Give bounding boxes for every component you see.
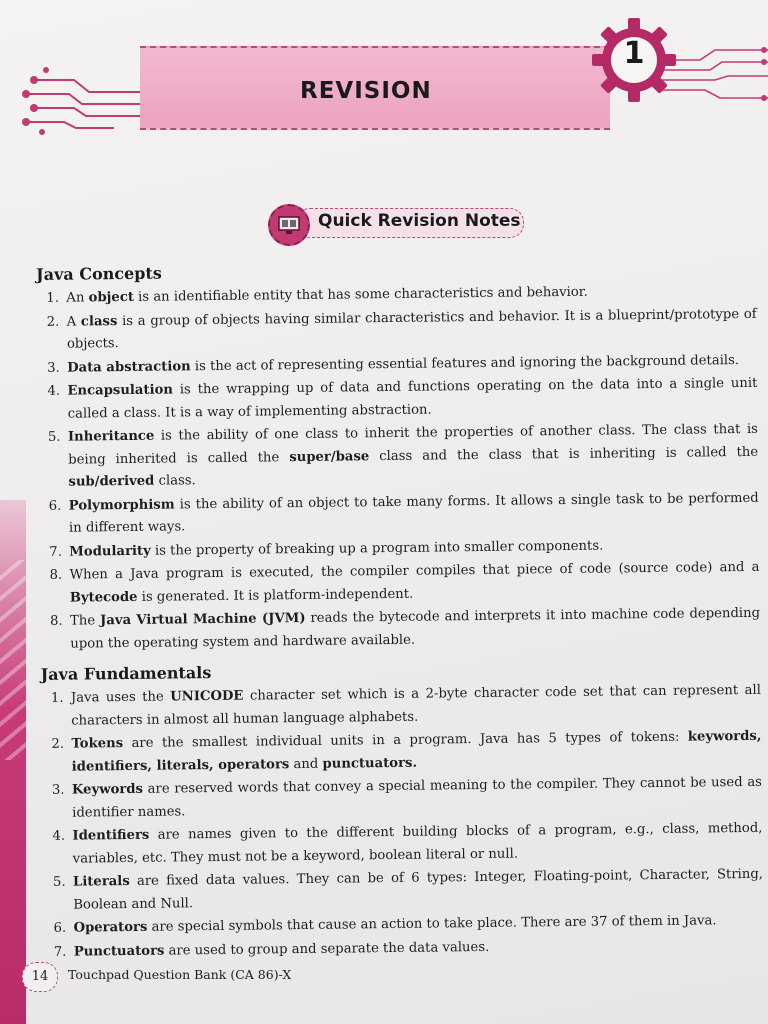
notes-list [41, 680, 764, 964]
bold-term: object [88, 289, 135, 306]
chapter-number: 1 [623, 36, 645, 71]
item-text: A [66, 313, 81, 330]
list-item [42, 772, 762, 825]
item-number: 8. [49, 613, 63, 629]
item-number: 4. [47, 383, 61, 399]
item-number: 2. [51, 736, 65, 752]
bold-term: Literals [72, 873, 130, 890]
item-text: When a Java program is executed, the compiler compiles that piece of code (source code) and a [69, 559, 760, 583]
bold-term: Punctuators [73, 943, 165, 960]
list-item [37, 373, 757, 426]
list-item [41, 726, 761, 779]
item-text: are special symbols that cause an action to take place. There are 37 of them in Java. [147, 913, 717, 935]
item-number: 3. [47, 360, 60, 376]
item-text: is the ability of an object to take many forms. It allows a single task to be performed in different ways. [68, 490, 759, 536]
item-text: is a group of objects having similar characteristics and behavior. It is a blueprint/prototype of objects. [66, 306, 757, 352]
item-text: are the smallest individual units in a program. Java has 5 types of tokens: [123, 729, 688, 752]
item-text: is generated. It is platform-independent. [137, 586, 414, 605]
circuit-right-icon [660, 40, 768, 110]
bold-term: Inheritance [67, 428, 155, 445]
page-number-badge: 14 [22, 962, 58, 992]
list-item [43, 864, 763, 917]
item-text: is the wrapping up of data and functions operating on the data into a single unit called a class. It is a way of implementing abstraction. [67, 375, 758, 422]
list-item [42, 818, 762, 871]
list-item [39, 487, 759, 540]
item-text: reads the bytecode and interprets it into machine code depending upon the operating system and hardware available. [70, 605, 761, 652]
section [41, 656, 764, 964]
item-number: 8. [49, 567, 63, 583]
item-text: is the act of representing essential features and ignoring the background details. [190, 352, 740, 374]
bold-term: Modularity [69, 543, 151, 560]
bold-term: Tokens [71, 736, 124, 752]
item-number: 3. [51, 782, 65, 798]
heading-label: Quick Revision Notes [318, 211, 521, 231]
item-number: 5. [52, 874, 66, 890]
item-number: 4. [52, 828, 66, 844]
bold-term: Polymorphism [68, 496, 175, 514]
bold-term: Bytecode [69, 589, 138, 606]
item-number: 5. [47, 429, 61, 445]
bold-term: class [80, 313, 118, 329]
section-heading: Java Concepts [36, 263, 162, 284]
item-text: is an identifiable entity that has some characteristics and behavior. [133, 284, 588, 305]
item-text: class and the class that is inheriting is called the [369, 444, 759, 464]
section [36, 256, 760, 656]
item-number: 6. [48, 498, 62, 514]
notes-list [36, 280, 760, 656]
item-number: 7. [53, 944, 67, 960]
item-number: 1. [50, 690, 64, 706]
list-item [38, 419, 759, 495]
item-text: is the ability of one class to inherit the properties of another class. The class that is being inherited is called the [68, 421, 759, 468]
left-margin-stripes [0, 560, 26, 760]
bold-term: Data abstraction [67, 358, 191, 376]
item-number: 2. [46, 314, 60, 330]
bold-term: super/base [289, 448, 370, 465]
item-text: Java uses the [70, 689, 171, 706]
list-item [39, 557, 759, 610]
bold-term: sub/derived [68, 473, 155, 490]
bold-term: Identifiers [72, 827, 150, 844]
list-item [37, 303, 757, 356]
item-text: The [69, 613, 101, 629]
item-text: are used to group and separate the data values. [164, 939, 490, 959]
item-text: character set which is a 2-byte character code set that can represent all characters in almost all human language alphabets. [71, 682, 761, 729]
item-text: class. [154, 473, 196, 489]
bold-term: UNICODE [170, 688, 244, 705]
footer-book-title: Touchpad Question Bank (CA 86)-X [68, 967, 292, 982]
bold-term: Java Virtual Machine (JVM) [99, 610, 306, 629]
item-number: 1. [46, 290, 60, 306]
bold-term: Operators [73, 919, 148, 936]
item-text: An [66, 290, 89, 306]
bold-term: punctuators. [322, 755, 418, 772]
section-heading: Java Fundamentals [40, 663, 212, 684]
item-number: 6. [53, 920, 67, 936]
item-text: is the property of breaking up a program into smaller components. [150, 538, 604, 559]
item-number: 7. [49, 544, 62, 560]
item-text: are names given to the different building blocks of a program, e.g., class, method, variables, etc. They must not be a keyword, boolean literal or null. [72, 820, 763, 867]
quick-revision-notes-heading [268, 204, 526, 242]
list-item [40, 603, 760, 656]
bold-term: Keywords [71, 781, 144, 798]
item-text: are fixed data values. They can be of 6 types: Integer, Floating-point, Character, String, Boolean and Null. [73, 866, 764, 913]
book-monitor-icon [268, 204, 310, 246]
bold-term: Encapsulation [67, 382, 174, 399]
circuit-left-icon [14, 60, 154, 140]
bold-term: keywords, identifiers, literals, operators [71, 728, 762, 775]
chapter-title: REVISION [300, 78, 432, 104]
notes-content [36, 256, 764, 965]
item-text: and [289, 756, 323, 772]
item-text: are reserved words that convey a special meaning to the compiler. They cannot be used as identifier names. [72, 774, 763, 821]
list-item [41, 680, 761, 733]
